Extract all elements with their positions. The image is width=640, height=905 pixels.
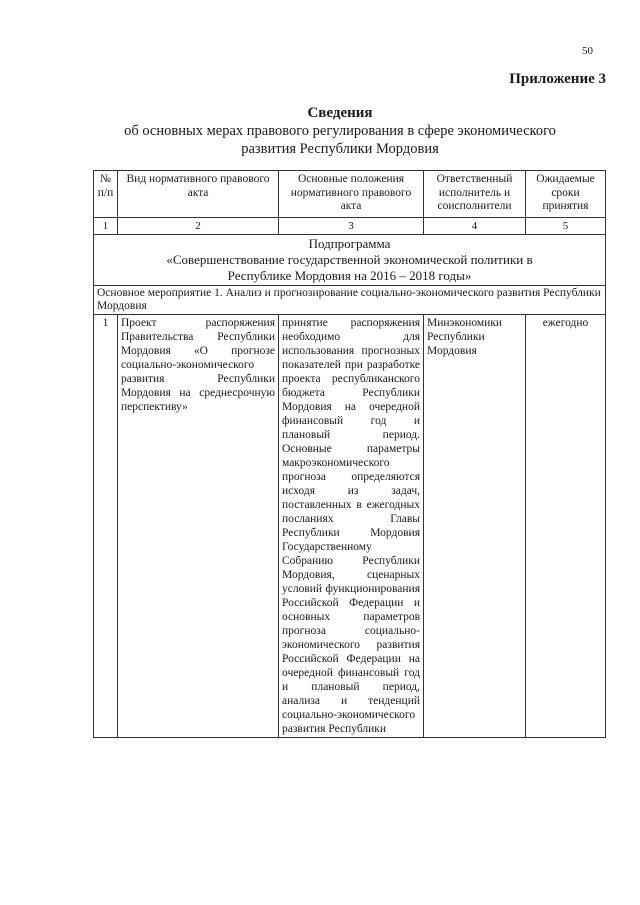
subprogram-label: Подпрограмма	[308, 236, 391, 251]
main-event-cell: Основное мероприятие 1. Анализ и прогнозирование социально-экономического развития Республики Мордовия	[94, 286, 606, 315]
act-type-cell: Проект распоряжения Правительства Республики Мордовия «О прогнозе социально-экономического развития Республики Мордовия на среднесрочную перспективу»	[118, 315, 279, 738]
page-number: 50	[582, 45, 593, 57]
subprogram-title-line-2: Республике Мордовия на 2016 – 2018 годы»	[227, 268, 472, 283]
appendix-label: Приложение 3	[509, 71, 606, 87]
subprogram-cell	[94, 235, 606, 286]
main-event-row	[94, 286, 606, 315]
column-number-row	[94, 218, 606, 235]
provisions-cell: принятие распоряжения необходимо для использования прогнозных показателей при разработке проекта республиканского бюджета Республики Мордовия на очередной финансовый год и плановый период. Основные параметры макроэкономического прогноза определяются исходя из задач, поставленных в ежегодных посланиях Главы Республики Мордовия Государственному Собранию Республики Мордовия, сценарных условий функционирования Российской Федерации и основных параметров прогноза социально-экономического развития Российской Федерации на очередной финансовый год и плановый период, анализа и тенденций социально-экономического развития Республики	[279, 315, 424, 738]
document-title	[60, 104, 620, 158]
deadline-cell: ежегодно	[526, 315, 606, 738]
subprogram-title-line-1: «Совершенствование государственной экономической политики в	[166, 252, 533, 267]
title-line-2: развития Республики Мордовия	[241, 141, 439, 157]
table-header-row	[94, 171, 606, 218]
header-provisions: Основные положения нормативного правового акта	[279, 171, 424, 218]
row-number: 1	[94, 315, 118, 738]
header-num: № п/п	[94, 171, 118, 218]
header-act-type: Вид нормативного правового акта	[118, 171, 279, 218]
header-deadline: Ожидаемые сроки принятия	[526, 171, 606, 218]
subprogram-row	[94, 235, 606, 286]
column-number: 1	[94, 218, 118, 235]
column-number: 2	[118, 218, 279, 235]
table-row	[94, 315, 606, 738]
title-main: Сведения	[307, 105, 373, 121]
measures-table	[93, 170, 606, 738]
title-line-1: об основных мерах правового регулирования в сфере экономического	[124, 123, 556, 139]
column-number: 4	[424, 218, 526, 235]
header-executor: Ответственный исполнитель и соисполнители	[424, 171, 526, 218]
executor-cell: Минэкономики Республики Мордовия	[424, 315, 526, 738]
column-number: 3	[279, 218, 424, 235]
column-number: 5	[526, 218, 606, 235]
